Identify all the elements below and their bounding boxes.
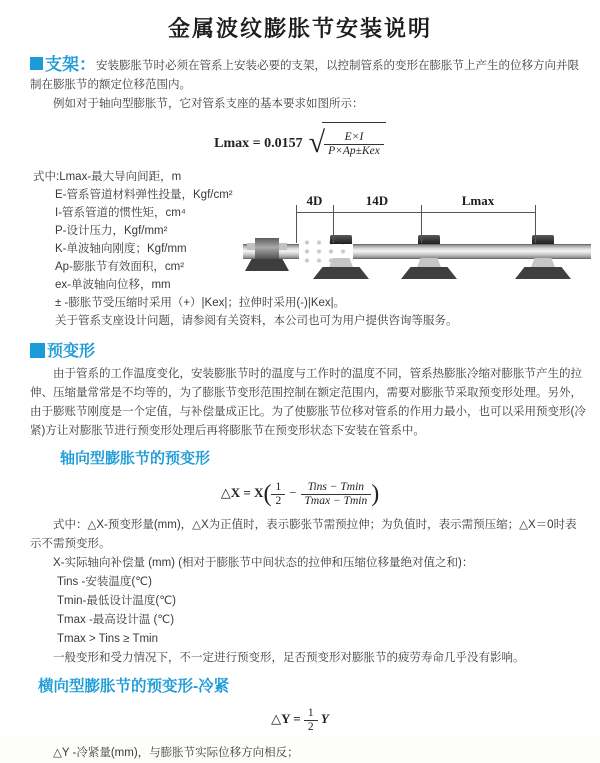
dimension-tick <box>421 205 422 243</box>
lateral-subsection-heading: 横向型膨胀节的预变形-冷紧 <box>38 678 230 695</box>
dim-label-lmax: Lmax <box>461 193 495 208</box>
where-label: 式中: <box>33 171 60 183</box>
lmax-formula-lhs: Lmax = 0.0157 <box>214 135 303 151</box>
lmax-formula-denominator: P×Ap±Kex <box>328 144 380 157</box>
page-title: 金属波纹膨胀节安装说明 <box>167 16 432 41</box>
axial-note: 一般变形和受力情况下，不一定进行预变形，足否预变形对膨胀节的疲劳寿命几乎没有影响。 <box>53 652 525 664</box>
anchor-support-base <box>245 259 289 271</box>
support-spacing-diagram <box>243 192 595 290</box>
temp-definition: Tmax -最高设计温 (℃) <box>57 614 175 626</box>
dimension-tick <box>296 205 297 243</box>
temperature-definitions <box>57 573 600 649</box>
lateral-formula-rhs: Y <box>320 711 329 726</box>
preform-section-heading: 预变形 <box>47 343 96 360</box>
guide-support <box>401 235 457 281</box>
definition-item: I-管系管道的惯性矩，cm⁴ <box>55 207 186 219</box>
definition-item: Lmax-最大导向间距，m <box>59 171 182 183</box>
anchor-support-block <box>255 238 279 259</box>
definitions-where-line <box>33 168 600 186</box>
radical-sign: √ <box>308 126 326 159</box>
axial-formula-lhs: △X = X <box>220 485 264 500</box>
close-paren: ) <box>371 481 380 508</box>
temp-inequality: Tmax > Tins ≥ Tmin <box>57 633 158 645</box>
open-paren: ( <box>263 481 272 508</box>
definition-item: E-管系管道材料弹性投量，Kgf/cm² <box>55 189 233 201</box>
half-numerator: 1 <box>307 706 314 719</box>
half-numerator: 1 <box>275 480 282 493</box>
definition-item: ± -膨胀节受压缩时采用（+）|Kex|；拉伸时采用(-)|Kex|。 <box>55 297 346 309</box>
section-marker-icon <box>30 57 43 70</box>
consulting-note: 关于管系支座设计问题，请参阅有关资料，本公司也可为用户提供咨询等服务。 <box>55 315 458 327</box>
preform-paragraph: 由于管系的工作温度变化，安装膨胀节时的温度与工作时的温度不同，管系热膨胀冷缩对膨胀节产生的拉伸、压缩量常常是不均等的，为了膨胀节变形范围控制在额定范围内，需要对膨胀节采取预变形处理。另外，由于膨账节刚度是一个定值，与补偿量成正比。为了使膨胀节位移对管系的作用力最小，也可以采用预变形(冷紧)方让对膨胀节进行预变形处理后再将膨胀节在预变形状态下安装在管系中。 <box>30 368 586 437</box>
minus-sign: − <box>289 485 297 500</box>
dimension-tick <box>535 205 536 243</box>
temp-frac-denominator: Tmax − Tmin <box>301 494 372 508</box>
dimension-line <box>296 212 535 213</box>
axial-where-paragraph: 式中：△X-预变形量(mm)，△X为正值时，表示膨张节需预拉伸；为负值时，表示需预压缩；△X＝0时表示不需预变形。 <box>30 519 577 550</box>
half-denominator: 2 <box>304 720 318 734</box>
temp-definition: Tins -安装温度(℃) <box>57 576 152 588</box>
support-example-line: 例如对于轴向型膨胀节，它对管系支座的基本要求如图所示： <box>53 98 364 110</box>
section-marker-icon <box>30 343 45 358</box>
definition-item: Ap-膨胀节有效面积，cm² <box>55 261 185 273</box>
half-denominator: 2 <box>271 494 285 508</box>
support-intro-paragraph <box>30 55 588 95</box>
definition-item: K-单波轴向刚度；Kgf/mm <box>55 243 187 255</box>
lateral-preform-formula <box>0 702 600 736</box>
temp-definition: Tmin-最低设计温度(℃) <box>57 595 176 607</box>
lmax-formula-numerator: E×I <box>324 131 384 145</box>
guide-support <box>313 235 369 281</box>
dim-label-14d: 14D <box>365 193 389 208</box>
dimension-tick <box>333 205 334 243</box>
preform-section-heading-row <box>30 338 600 361</box>
lateral-note: △Y -冷紧量(mm)，与膨胀节实际位移方向相反； <box>53 747 299 759</box>
temp-frac-numerator: Tins − Tmin <box>307 480 365 493</box>
lmax-formula <box>0 122 600 162</box>
lateral-formula-lhs: △Y = <box>271 711 301 726</box>
axial-subsection-heading: 轴向型膨胀节的预变形 <box>60 450 211 467</box>
support-intro-text: 安装膨胀节时必须在管系上安装必要的支架，以控制管系的变形在膨胀节上产生的位移方向并限制在膨胀节的额定位移范围内。 <box>30 60 579 91</box>
guide-support <box>515 235 571 281</box>
axial-x-definition: X-实际轴向补偿量 (mm) (相对于膨胀节中间状态的拉伸和压缩位移量绝对值之和)： <box>53 557 474 569</box>
definition-item: ex-单波轴向位移，mm <box>55 279 171 291</box>
support-section-heading: 支架： <box>45 55 96 74</box>
dim-label-4d: 4D <box>306 193 323 208</box>
axial-preform-formula <box>0 474 600 512</box>
definition-item: P-设计压力，Kgf/mm² <box>55 225 168 237</box>
